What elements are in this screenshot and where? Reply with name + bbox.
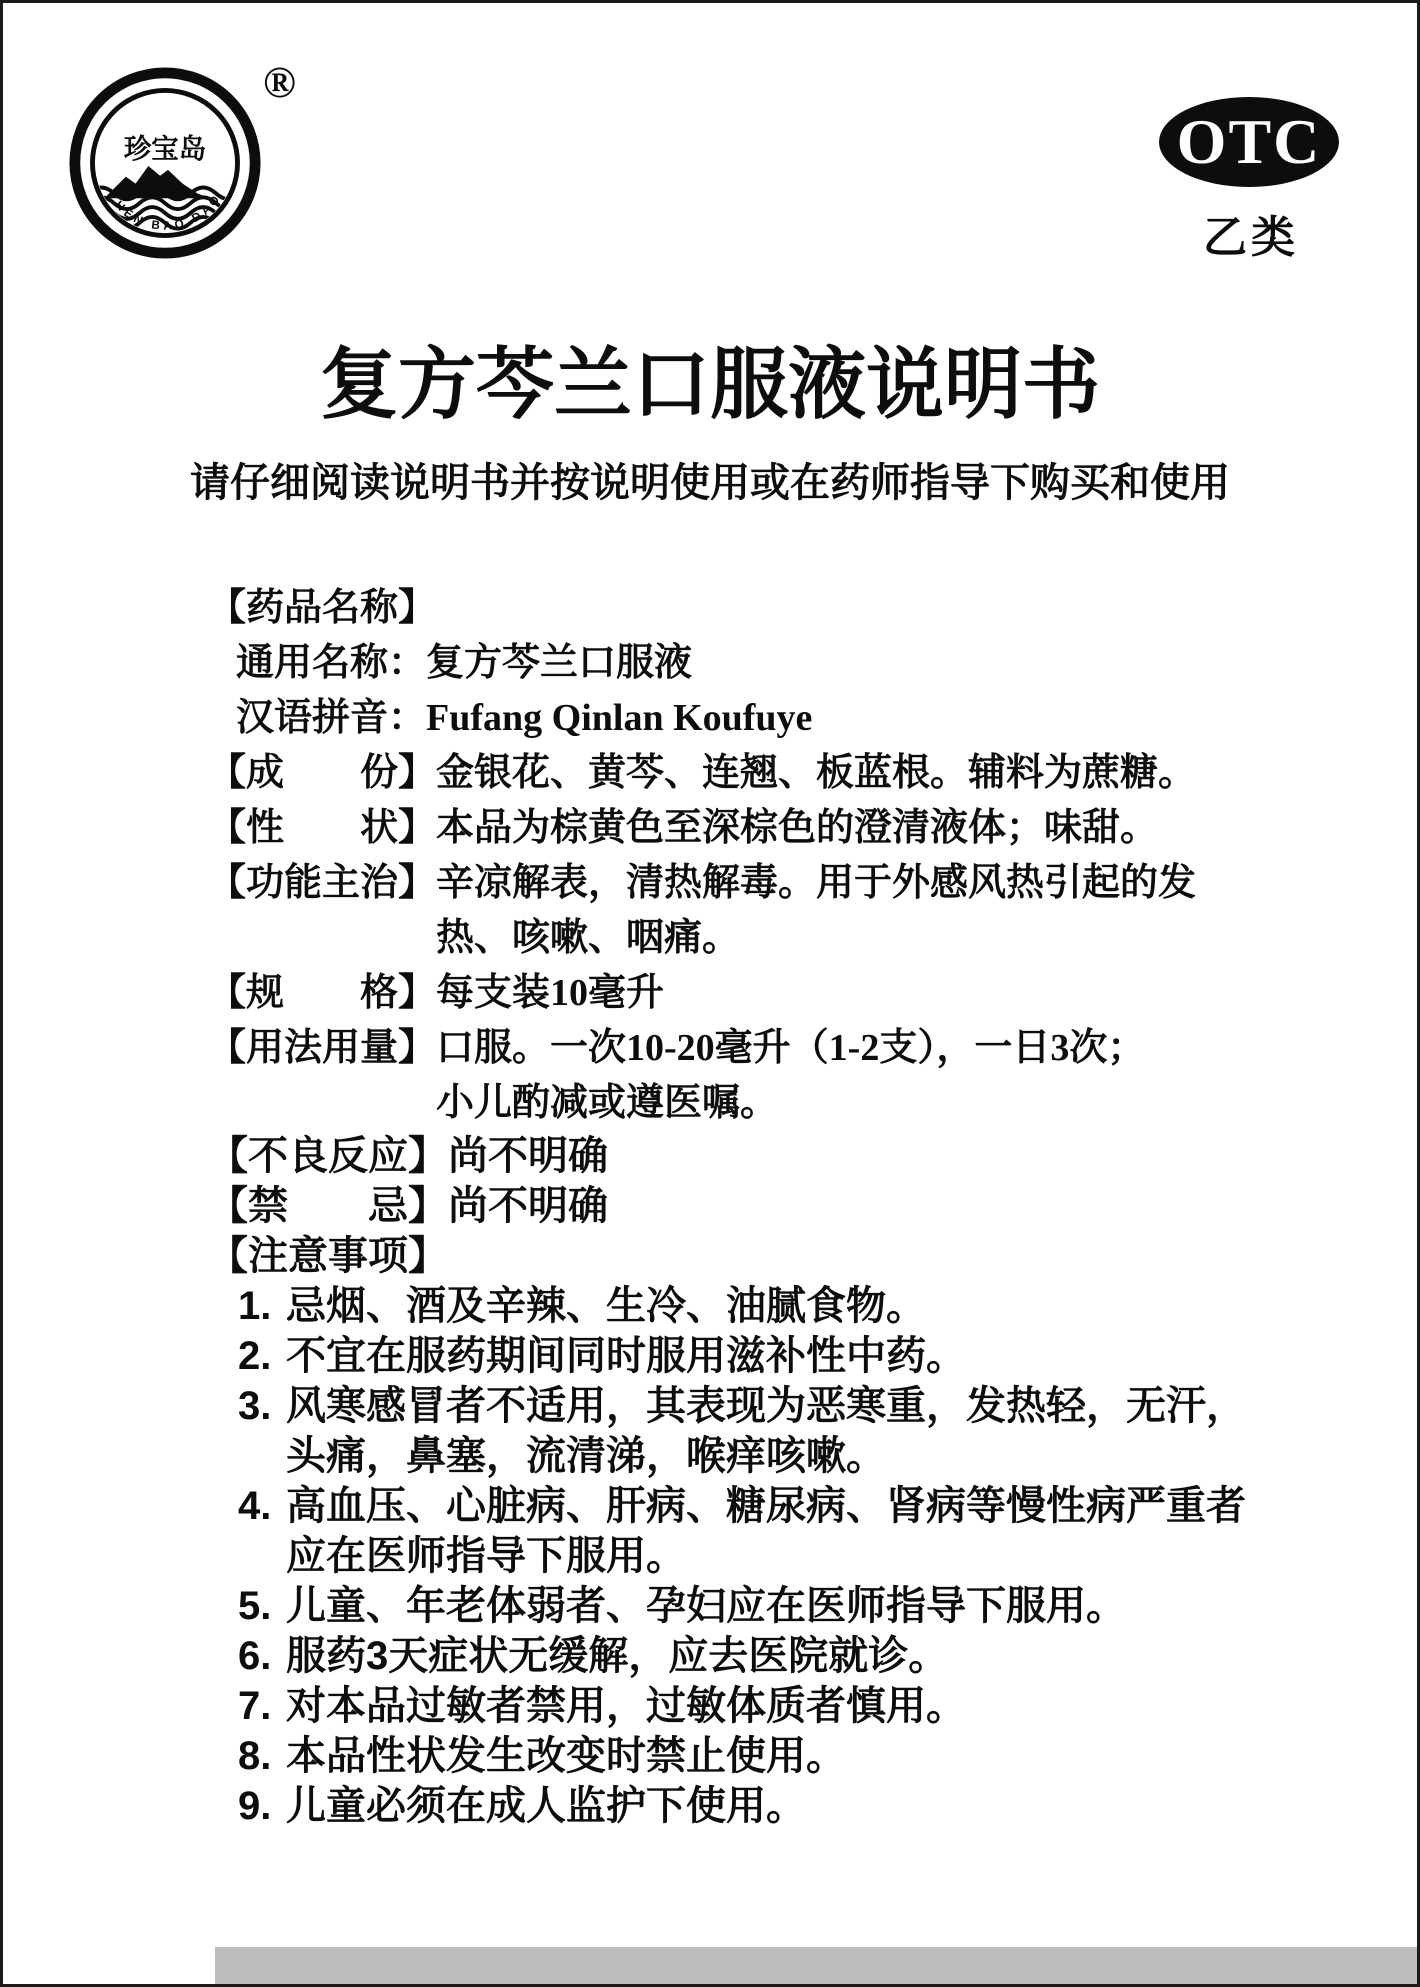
section-content: 本品为棕黄色至深棕色的澄清液体；味甜。 (436, 807, 1159, 849)
section-label: 【功能主治】 (208, 862, 437, 904)
item-number: 6. (238, 1634, 272, 1678)
list-item (208, 1731, 1368, 1781)
section-label: 【用法用量】 (208, 1027, 437, 1069)
item-text: 服药3天症状无缓解，应去医院就诊。 (286, 1634, 949, 1678)
item-text: 儿童、年老体弱者、孕妇应在医师指导下服用。 (286, 1584, 1126, 1628)
list-item (208, 1481, 1368, 1581)
section-content: 辛凉解表，清热解毒。用于外感风热引起的发 (436, 862, 1197, 904)
section-content-cont: 小儿酌减或遵医嘱。 (436, 1082, 779, 1124)
section-ingredients (208, 746, 1348, 801)
section-content: 每支装10毫升 (436, 972, 665, 1014)
item-number: 9. (238, 1784, 272, 1828)
pinyin-line: 汉语拼音：Fufang Qinlan Koufuye (236, 697, 813, 739)
section-content: 金银花、黄芩、连翘、板蓝根。辅料为蔗糖。 (436, 752, 1197, 794)
section-label: 【不良反应】 (208, 1134, 448, 1178)
zhenbaodao-logo-icon (67, 65, 263, 261)
section-content: 尚不明确 (448, 1134, 608, 1178)
section-content: 口服。一次10-20毫升（1-2支），一日3次； (436, 1027, 1146, 1069)
item-text-cont: 应在医师指导下服用。 (286, 1534, 686, 1578)
item-number: 8. (238, 1734, 272, 1778)
logo-text: 珍宝岛 (123, 133, 207, 165)
leaflet-body-serif (208, 581, 1348, 1131)
section-contraindications (208, 1181, 1368, 1231)
list-item (208, 1681, 1368, 1731)
section-adverse-reactions (208, 1131, 1368, 1181)
item-text: 本品性状发生改变时禁止使用。 (286, 1734, 846, 1778)
list-item (208, 1331, 1368, 1381)
section-precautions-label: 【注意事项】 (208, 1234, 448, 1278)
registered-trademark-icon: ® (263, 58, 296, 107)
otc-class-label: 乙类 (1203, 213, 1299, 262)
section-label: 【性 状】 (208, 807, 437, 849)
item-number: 7. (238, 1684, 272, 1728)
section-content: 尚不明确 (448, 1184, 608, 1228)
usage-warning: 请仔细阅读说明书并按说明使用或在药师指导下购买和使用 (190, 461, 1230, 505)
section-content-cont: 热、咳嗽、咽痛。 (436, 917, 741, 959)
item-number: 3. (238, 1384, 272, 1428)
otc-badge-group (1159, 97, 1343, 265)
section-label: 【规 格】 (208, 972, 437, 1014)
list-item (208, 1381, 1368, 1481)
section-specification (208, 966, 1348, 1021)
list-item (208, 1281, 1368, 1331)
item-number: 5. (238, 1584, 272, 1628)
item-text: 对本品过敏者禁用，过敏体质者慎用。 (286, 1684, 966, 1728)
leaflet-body-sans (208, 1131, 1368, 1831)
section-character (208, 801, 1348, 856)
logo-arc-text: ZHEN BAO DAO (105, 190, 225, 233)
item-text: 忌烟、酒及辛辣、生冷、油腻食物。 (286, 1284, 926, 1328)
item-number: 2. (238, 1334, 272, 1378)
list-item (208, 1781, 1368, 1831)
brand-logo (67, 58, 327, 275)
list-item (208, 1631, 1368, 1681)
section-drug-name-label: 【药品名称】 (208, 587, 437, 629)
item-text: 高血压、心脏病、肝病、糖尿病、肾病等慢性病严重者 (286, 1484, 1246, 1528)
section-dosage (208, 1021, 1348, 1131)
item-number: 1. (238, 1284, 272, 1328)
section-functions (208, 856, 1348, 966)
list-item (208, 1581, 1368, 1631)
bottom-scan-bar (215, 1947, 1417, 1984)
generic-name-line: 通用名称：复方芩兰口服液 (236, 642, 693, 684)
item-text: 不宜在服药期间同时服用滋补性中药。 (286, 1334, 966, 1378)
section-label: 【禁 忌】 (208, 1184, 448, 1228)
item-text-cont: 头痛，鼻塞，流清涕，喉痒咳嗽。 (286, 1434, 886, 1478)
precaution-list (208, 1281, 1368, 1831)
item-text: 儿童必须在成人监护下使用。 (286, 1784, 806, 1828)
section-label: 【成 份】 (208, 752, 437, 794)
item-text: 风寒感冒者不适用，其表现为恶寒重，发热轻，无汗， (286, 1384, 1246, 1428)
page-title: 复方芩兰口服液说明书 (319, 341, 1100, 428)
item-number: 4. (238, 1484, 272, 1528)
otc-badge: OTC (1159, 97, 1339, 187)
